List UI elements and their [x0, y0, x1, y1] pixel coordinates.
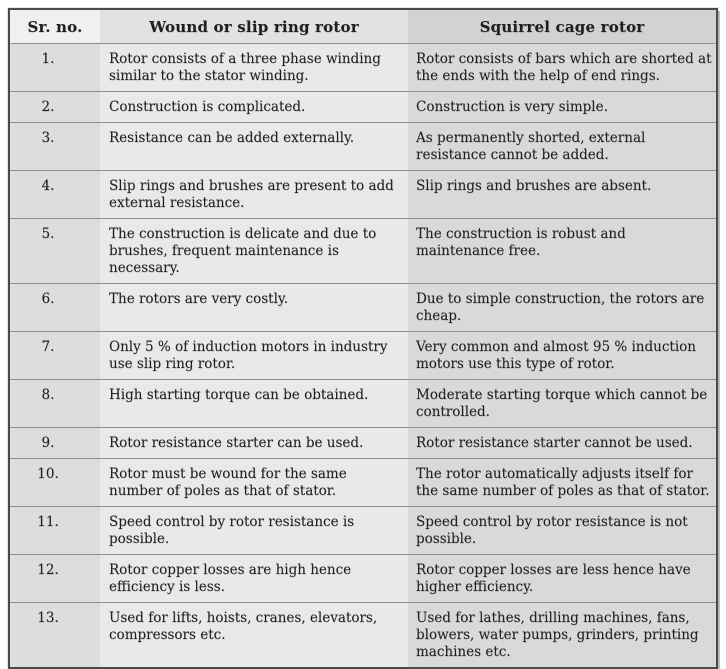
- wound-rotor-cell: The construction is delicate and due to brushes, frequent maintenance is necessary.: [100, 219, 408, 284]
- cage-rotor-cell: Used for lathes, drilling machines, fans, blowers, water pumps, grinders, printing machines etc.: [408, 603, 717, 669]
- wound-rotor-cell: Resistance can be added externally.: [100, 123, 408, 171]
- header-sr-no: Sr. no.: [9, 9, 100, 44]
- cage-rotor-cell: Rotor consists of bars which are shorted at the ends with the help of end rings.: [408, 44, 717, 92]
- cage-rotor-cell: Moderate starting torque which cannot be controlled.: [408, 380, 717, 428]
- wound-rotor-cell: Used for lifts, hoists, cranes, elevators, compressors etc.: [100, 603, 408, 669]
- sr-no-cell: 12.: [9, 555, 100, 603]
- cage-rotor-cell: Rotor resistance starter cannot be used.: [408, 428, 717, 459]
- cage-rotor-cell: Due to simple construction, the rotors are cheap.: [408, 284, 717, 332]
- cage-rotor-cell: The rotor automatically adjusts itself for the same number of poles as that of stator.: [408, 459, 717, 507]
- header-cage-rotor: Squirrel cage rotor: [408, 9, 717, 44]
- cage-rotor-cell: Slip rings and brushes are absent.: [408, 171, 717, 219]
- rotor-comparison-table: [8, 8, 718, 669]
- sr-no-cell: 8.: [9, 380, 100, 428]
- table-row: [9, 555, 717, 603]
- sr-no-cell: 4.: [9, 171, 100, 219]
- wound-rotor-cell: Rotor must be wound for the same number of poles as that of stator.: [100, 459, 408, 507]
- cage-rotor-cell: Construction is very simple.: [408, 92, 717, 123]
- table-row: [9, 507, 717, 555]
- cage-rotor-cell: As permanently shorted, external resistance cannot be added.: [408, 123, 717, 171]
- wound-rotor-cell: Only 5 % of induction motors in industry use slip ring rotor.: [100, 332, 408, 380]
- sr-no-cell: 7.: [9, 332, 100, 380]
- cage-rotor-cell: Very common and almost 95 % induction motors use this type of rotor.: [408, 332, 717, 380]
- header-wound-rotor: Wound or slip ring rotor: [100, 9, 408, 44]
- table-row: [9, 92, 717, 123]
- table-row: [9, 603, 717, 669]
- wound-rotor-cell: High starting torque can be obtained.: [100, 380, 408, 428]
- cage-rotor-cell: The construction is robust and maintenance free.: [408, 219, 717, 284]
- table-row: [9, 284, 717, 332]
- sr-no-cell: 11.: [9, 507, 100, 555]
- cage-rotor-cell: Rotor copper losses are less hence have higher efficiency.: [408, 555, 717, 603]
- wound-rotor-cell: Rotor consists of a three phase winding similar to the stator winding.: [100, 44, 408, 92]
- wound-rotor-cell: Rotor resistance starter can be used.: [100, 428, 408, 459]
- rotor-comparison-table-wrap: [8, 8, 716, 660]
- wound-rotor-cell: The rotors are very costly.: [100, 284, 408, 332]
- wound-rotor-cell: Slip rings and brushes are present to add external resistance.: [100, 171, 408, 219]
- sr-no-cell: 13.: [9, 603, 100, 669]
- wound-rotor-cell: Rotor copper losses are high hence efficiency is less.: [100, 555, 408, 603]
- sr-no-cell: 2.: [9, 92, 100, 123]
- wound-rotor-cell: Speed control by rotor resistance is possible.: [100, 507, 408, 555]
- table-row: [9, 332, 717, 380]
- sr-no-cell: 6.: [9, 284, 100, 332]
- wound-rotor-cell: Construction is complicated.: [100, 92, 408, 123]
- sr-no-cell: 9.: [9, 428, 100, 459]
- table-row: [9, 219, 717, 284]
- sr-no-cell: 5.: [9, 219, 100, 284]
- table-row: [9, 428, 717, 459]
- table-row: [9, 44, 717, 92]
- sr-no-cell: 10.: [9, 459, 100, 507]
- table-row: [9, 171, 717, 219]
- cage-rotor-cell: Speed control by rotor resistance is not possible.: [408, 507, 717, 555]
- table-row: [9, 380, 717, 428]
- sr-no-cell: 1.: [9, 44, 100, 92]
- sr-no-cell: 3.: [9, 123, 100, 171]
- table-header-row: [9, 9, 717, 44]
- table-row: [9, 459, 717, 507]
- table-row: [9, 123, 717, 171]
